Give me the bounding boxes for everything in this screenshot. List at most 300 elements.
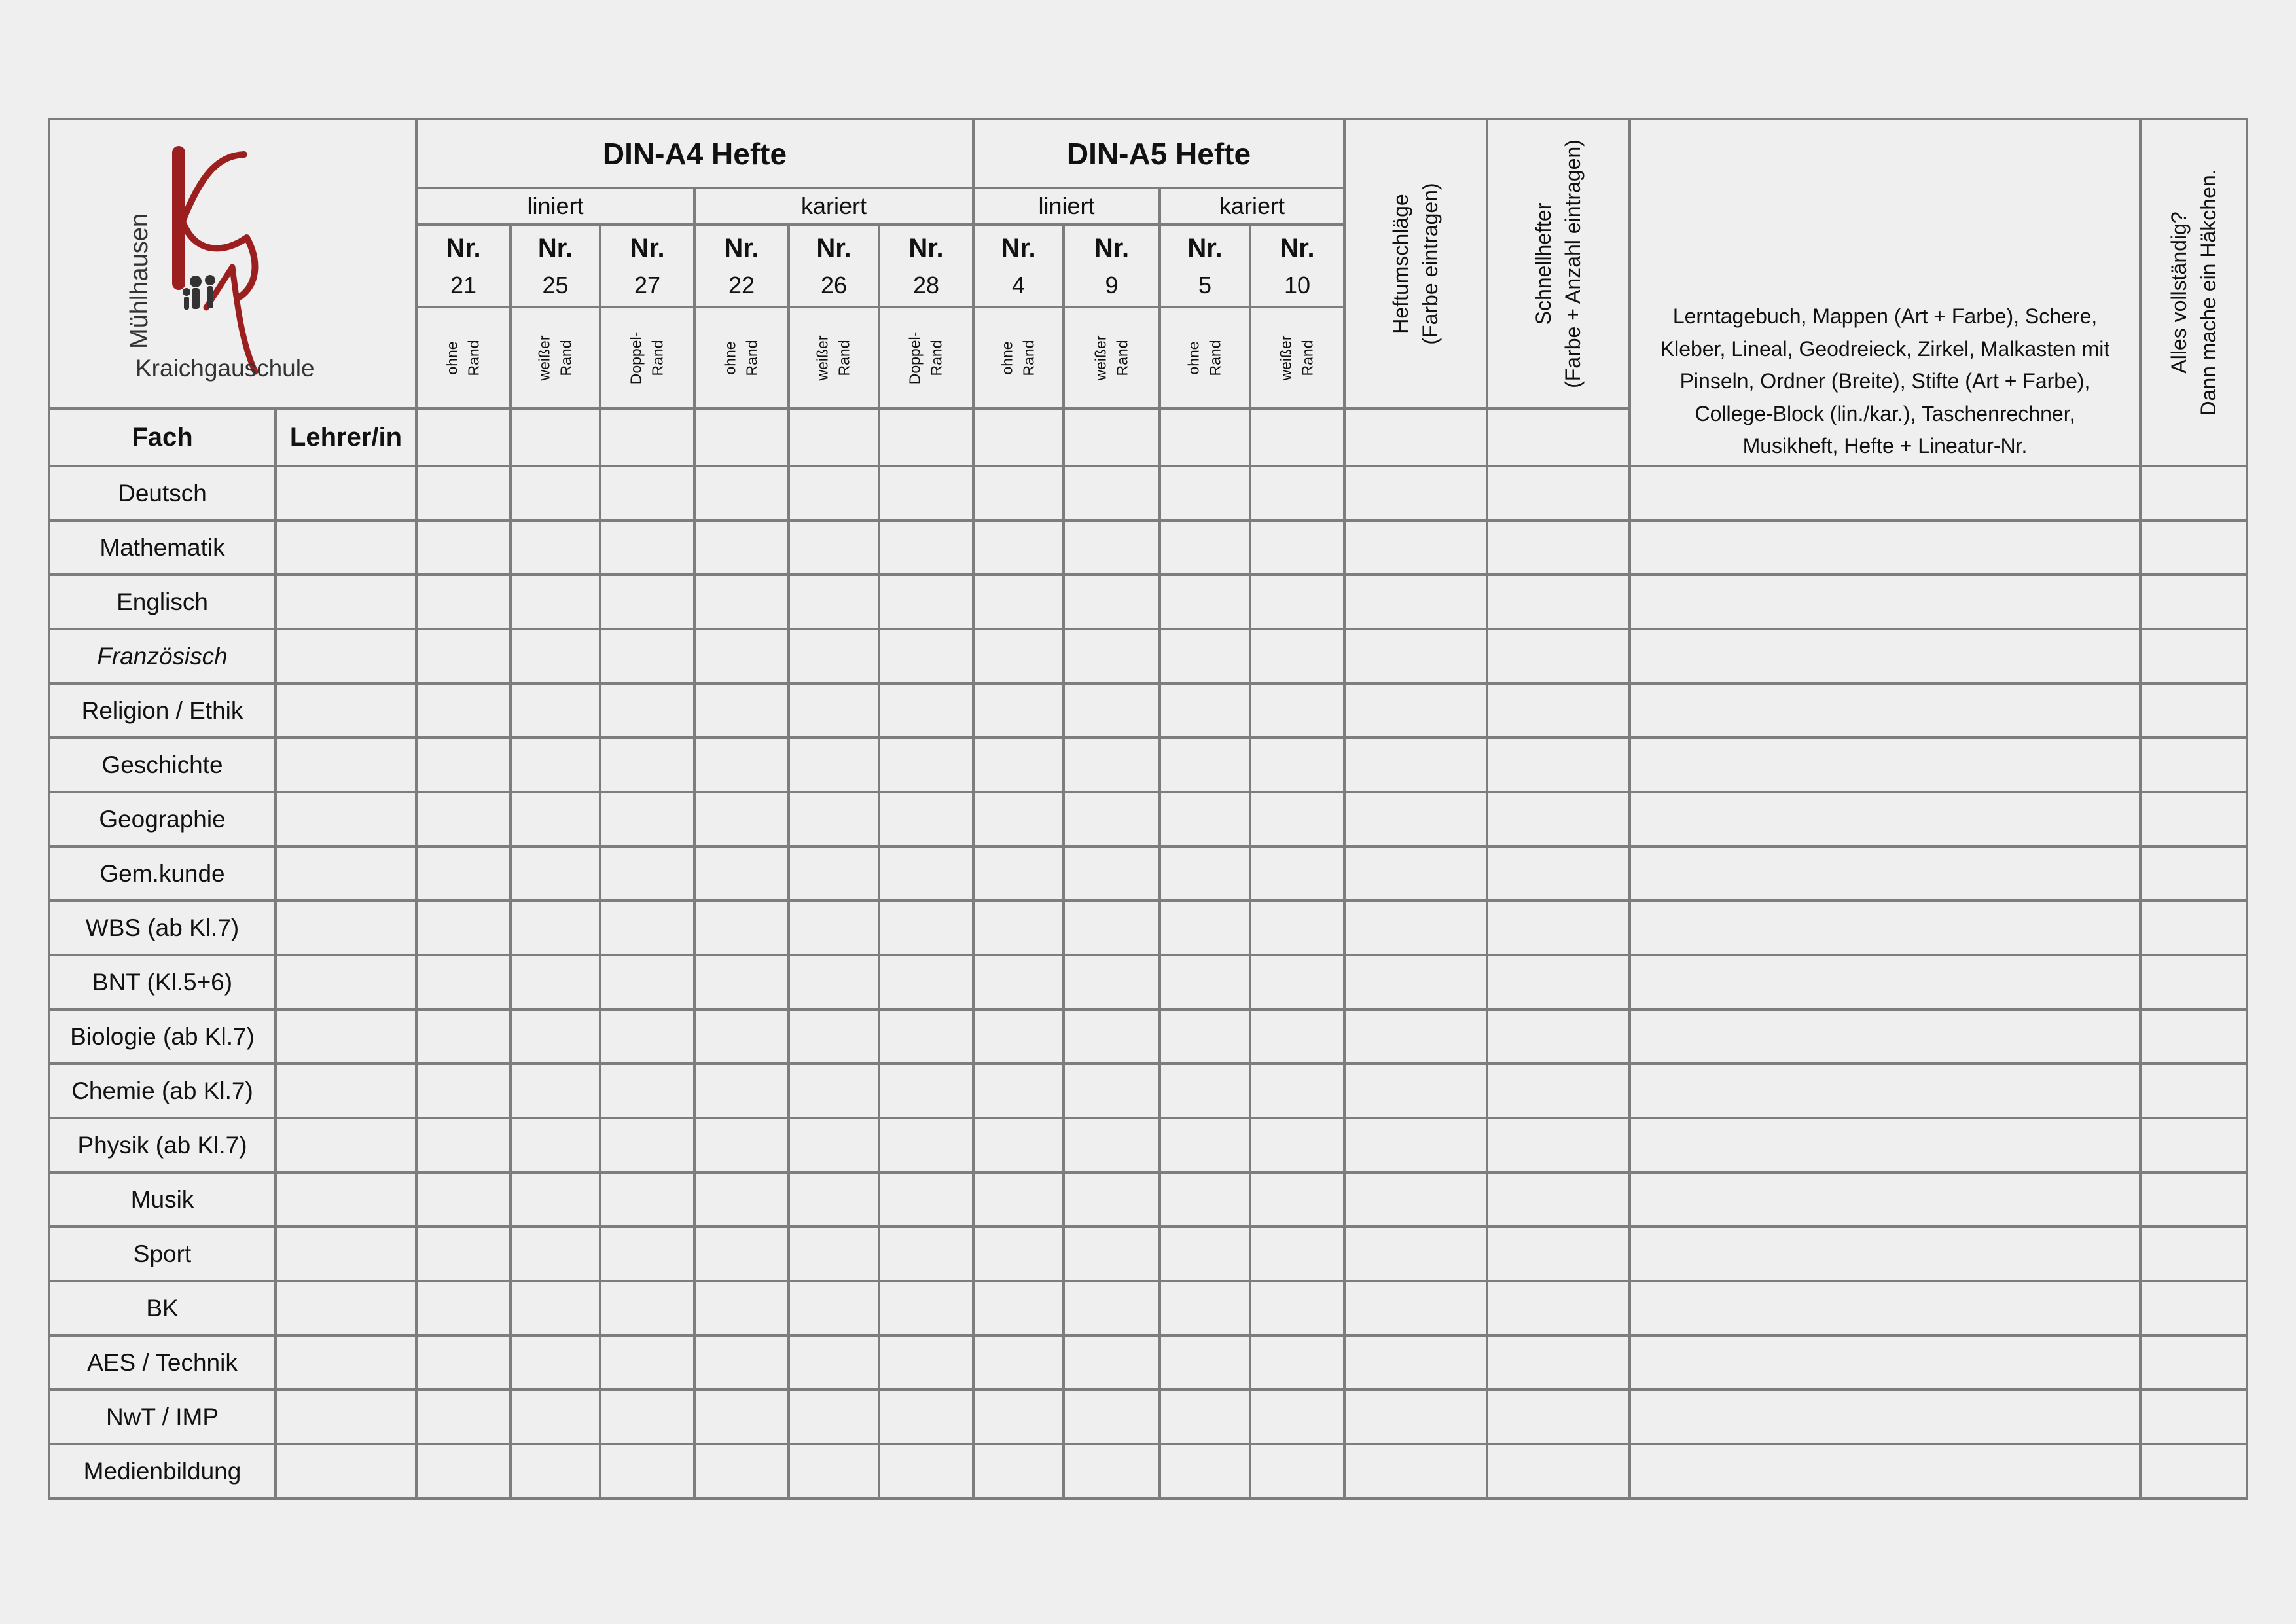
- entry-cell[interactable]: [600, 738, 694, 792]
- entry-cell[interactable]: [1064, 1227, 1160, 1281]
- entry-cell[interactable]: [1344, 575, 1487, 629]
- entry-cell[interactable]: [973, 1118, 1064, 1172]
- entry-cell[interactable]: [694, 466, 789, 520]
- teacher-cell[interactable]: [276, 1390, 416, 1444]
- entry-cell[interactable]: [2140, 955, 2247, 1009]
- entry-cell[interactable]: [1250, 955, 1344, 1009]
- entry-cell[interactable]: [2140, 846, 2247, 901]
- entry-cell[interactable]: [1064, 629, 1160, 683]
- entry-cell[interactable]: [1250, 1281, 1344, 1335]
- entry-cell[interactable]: [416, 575, 511, 629]
- entry-cell[interactable]: [1064, 520, 1160, 575]
- entry-cell[interactable]: [879, 1444, 973, 1498]
- empty-header-cell: [879, 408, 973, 466]
- entry-cell[interactable]: [1630, 738, 2140, 792]
- entry-cell[interactable]: [416, 1172, 511, 1227]
- entry-cell[interactable]: [1487, 575, 1630, 629]
- entry-cell[interactable]: [1630, 1444, 2140, 1498]
- entry-cell[interactable]: [2140, 520, 2247, 575]
- entry-cell[interactable]: [416, 901, 511, 955]
- entry-cell[interactable]: [789, 1172, 879, 1227]
- entry-cell[interactable]: [2140, 1009, 2247, 1064]
- teacher-cell[interactable]: [276, 1118, 416, 1172]
- entry-cell[interactable]: [789, 1444, 879, 1498]
- entry-cell[interactable]: [973, 1227, 1064, 1281]
- entry-cell[interactable]: [511, 955, 600, 1009]
- entry-cell[interactable]: [879, 520, 973, 575]
- entry-cell[interactable]: [1064, 1064, 1160, 1118]
- entry-cell[interactable]: [1064, 1118, 1160, 1172]
- teacher-cell[interactable]: [276, 1172, 416, 1227]
- entry-cell[interactable]: [1344, 901, 1487, 955]
- teacher-cell[interactable]: [276, 1227, 416, 1281]
- entry-cell[interactable]: [1064, 1009, 1160, 1064]
- entry-cell[interactable]: [1487, 1335, 1630, 1390]
- entry-cell[interactable]: [511, 1118, 600, 1172]
- rim-type-cell: [789, 307, 879, 408]
- entry-cell[interactable]: [1630, 1281, 2140, 1335]
- entry-cell[interactable]: [1250, 629, 1344, 683]
- entry-cell[interactable]: [973, 1335, 1064, 1390]
- entry-cell[interactable]: [1160, 1118, 1250, 1172]
- entry-cell[interactable]: [973, 1444, 1064, 1498]
- entry-cell[interactable]: [1487, 1281, 1630, 1335]
- entry-cell[interactable]: [1064, 575, 1160, 629]
- entry-cell[interactable]: [2140, 466, 2247, 520]
- entry-cell[interactable]: [973, 792, 1064, 846]
- entry-cell[interactable]: [416, 846, 511, 901]
- entry-cell[interactable]: [2140, 1064, 2247, 1118]
- entry-cell[interactable]: [1160, 683, 1250, 738]
- entry-cell[interactable]: [600, 846, 694, 901]
- entry-cell[interactable]: [694, 1009, 789, 1064]
- entry-cell[interactable]: [1160, 901, 1250, 955]
- entry-cell[interactable]: [1250, 466, 1344, 520]
- entry-cell[interactable]: [2140, 1281, 2247, 1335]
- entry-cell[interactable]: [1630, 1118, 2140, 1172]
- entry-cell[interactable]: [879, 738, 973, 792]
- entry-cell[interactable]: [879, 466, 973, 520]
- entry-cell[interactable]: [416, 1227, 511, 1281]
- notebook-number: 22: [728, 272, 755, 298]
- table-row: [49, 738, 2247, 792]
- entry-cell[interactable]: [973, 683, 1064, 738]
- entry-cell[interactable]: [600, 1444, 694, 1498]
- entry-cell[interactable]: [1630, 629, 2140, 683]
- entry-cell[interactable]: [2140, 1172, 2247, 1227]
- entry-cell[interactable]: [1487, 466, 1630, 520]
- entry-cell[interactable]: [973, 575, 1064, 629]
- entry-cell[interactable]: [973, 520, 1064, 575]
- teacher-cell[interactable]: [276, 466, 416, 520]
- entry-cell[interactable]: [789, 466, 879, 520]
- entry-cell[interactable]: [1344, 466, 1487, 520]
- teacher-cell[interactable]: [276, 1009, 416, 1064]
- entry-cell[interactable]: [416, 466, 511, 520]
- entry-cell[interactable]: [2140, 629, 2247, 683]
- entry-cell[interactable]: [1487, 738, 1630, 792]
- entry-cell[interactable]: [511, 901, 600, 955]
- entry-cell[interactable]: [694, 683, 789, 738]
- entry-cell[interactable]: [600, 575, 694, 629]
- entry-cell[interactable]: [416, 955, 511, 1009]
- entry-cell[interactable]: [2140, 792, 2247, 846]
- entry-cell[interactable]: [1487, 901, 1630, 955]
- entry-cell[interactable]: [1344, 520, 1487, 575]
- entry-cell[interactable]: [511, 575, 600, 629]
- entry-cell[interactable]: [694, 1444, 789, 1498]
- entry-cell[interactable]: [789, 629, 879, 683]
- entry-cell[interactable]: [1344, 1009, 1487, 1064]
- entry-cell[interactable]: [973, 629, 1064, 683]
- entry-cell[interactable]: [1064, 1281, 1160, 1335]
- rim-type-cell: [694, 307, 789, 408]
- entry-cell[interactable]: [511, 1172, 600, 1227]
- entry-cell[interactable]: [1630, 1227, 2140, 1281]
- entry-cell[interactable]: [879, 1281, 973, 1335]
- entry-cell[interactable]: [789, 1118, 879, 1172]
- entry-cell[interactable]: [1630, 1009, 2140, 1064]
- entry-cell[interactable]: [416, 738, 511, 792]
- entry-cell[interactable]: [1487, 683, 1630, 738]
- entry-cell[interactable]: [1160, 629, 1250, 683]
- entry-cell[interactable]: [789, 738, 879, 792]
- entry-cell[interactable]: [1344, 1118, 1487, 1172]
- entry-cell[interactable]: [973, 955, 1064, 1009]
- entry-cell[interactable]: [1064, 955, 1160, 1009]
- entry-cell[interactable]: [1160, 1172, 1250, 1227]
- entry-cell[interactable]: [1160, 466, 1250, 520]
- teacher-cell[interactable]: [276, 955, 416, 1009]
- entry-cell[interactable]: [1250, 1009, 1344, 1064]
- entry-cell[interactable]: [600, 1118, 694, 1172]
- entry-cell[interactable]: [1344, 846, 1487, 901]
- entry-cell[interactable]: [600, 1390, 694, 1444]
- entry-cell[interactable]: [600, 1064, 694, 1118]
- entry-cell[interactable]: [694, 1172, 789, 1227]
- entry-cell[interactable]: [416, 1335, 511, 1390]
- entry-cell[interactable]: [2140, 901, 2247, 955]
- entry-cell[interactable]: [1630, 1390, 2140, 1444]
- teacher-cell[interactable]: [276, 1281, 416, 1335]
- entry-cell[interactable]: [1250, 1390, 1344, 1444]
- entry-cell[interactable]: [1250, 575, 1344, 629]
- entry-cell[interactable]: [1064, 738, 1160, 792]
- entry-cell[interactable]: [1250, 901, 1344, 955]
- teacher-cell[interactable]: [276, 1064, 416, 1118]
- entry-cell[interactable]: [600, 901, 694, 955]
- entry-cell[interactable]: [600, 629, 694, 683]
- entry-cell[interactable]: [879, 1009, 973, 1064]
- entry-cell[interactable]: [789, 1009, 879, 1064]
- entry-cell[interactable]: [416, 1390, 511, 1444]
- entry-cell[interactable]: [1630, 466, 2140, 520]
- entry-cell[interactable]: [879, 846, 973, 901]
- entry-cell[interactable]: [1630, 1172, 2140, 1227]
- entry-cell[interactable]: [1344, 955, 1487, 1009]
- entry-cell[interactable]: [879, 1390, 973, 1444]
- entry-cell[interactable]: [1160, 1227, 1250, 1281]
- teacher-cell[interactable]: [276, 683, 416, 738]
- entry-cell[interactable]: [1487, 1390, 1630, 1444]
- entry-cell[interactable]: [1064, 683, 1160, 738]
- entry-cell[interactable]: [1487, 1444, 1630, 1498]
- entry-cell[interactable]: [1344, 1281, 1487, 1335]
- entry-cell[interactable]: [416, 1281, 511, 1335]
- entry-cell[interactable]: [511, 846, 600, 901]
- rim-type-cell: [1250, 307, 1344, 408]
- entry-cell[interactable]: [2140, 1335, 2247, 1390]
- entry-cell[interactable]: [1064, 792, 1160, 846]
- entry-cell[interactable]: [1160, 792, 1250, 846]
- entry-cell[interactable]: [416, 1009, 511, 1064]
- notebook-number-cell: [600, 225, 694, 307]
- entry-cell[interactable]: [694, 520, 789, 575]
- entry-cell[interactable]: [1630, 846, 2140, 901]
- entry-cell[interactable]: [1487, 1118, 1630, 1172]
- entry-cell[interactable]: [1344, 1064, 1487, 1118]
- entry-cell[interactable]: [600, 683, 694, 738]
- entry-cell[interactable]: [1064, 466, 1160, 520]
- entry-cell[interactable]: [416, 1444, 511, 1498]
- entry-cell[interactable]: [694, 901, 789, 955]
- entry-cell[interactable]: [1630, 792, 2140, 846]
- entry-cell[interactable]: [789, 901, 879, 955]
- entry-cell[interactable]: [694, 1227, 789, 1281]
- notebook-number-cell: [973, 225, 1064, 307]
- entry-cell[interactable]: [2140, 1118, 2247, 1172]
- entry-cell[interactable]: [1064, 1335, 1160, 1390]
- subject-cell: Medienbildung: [49, 1444, 276, 1498]
- entry-cell[interactable]: [1064, 1444, 1160, 1498]
- entry-cell[interactable]: [1250, 1118, 1344, 1172]
- entry-cell[interactable]: [1344, 629, 1487, 683]
- entry-cell[interactable]: [511, 738, 600, 792]
- entry-cell[interactable]: [511, 1009, 600, 1064]
- entry-cell[interactable]: [1160, 955, 1250, 1009]
- entry-cell[interactable]: [600, 1281, 694, 1335]
- entry-cell[interactable]: [1630, 1335, 2140, 1390]
- table-row: [49, 955, 2247, 1009]
- entry-cell[interactable]: [1160, 575, 1250, 629]
- entry-cell[interactable]: [600, 520, 694, 575]
- entry-cell[interactable]: [1160, 1009, 1250, 1064]
- teacher-cell[interactable]: [276, 738, 416, 792]
- entry-cell[interactable]: [789, 520, 879, 575]
- teacher-cell[interactable]: [276, 1444, 416, 1498]
- entry-cell[interactable]: [1064, 901, 1160, 955]
- entry-cell[interactable]: [1344, 1172, 1487, 1227]
- teacher-cell[interactable]: [276, 629, 416, 683]
- entry-cell[interactable]: [2140, 1227, 2247, 1281]
- entry-cell[interactable]: [1487, 792, 1630, 846]
- entry-cell[interactable]: [1064, 1172, 1160, 1227]
- entry-cell[interactable]: [973, 1009, 1064, 1064]
- entry-cell[interactable]: [879, 1118, 973, 1172]
- entry-cell[interactable]: [973, 846, 1064, 901]
- entry-cell[interactable]: [1160, 738, 1250, 792]
- teacher-cell[interactable]: [276, 792, 416, 846]
- entry-cell[interactable]: [694, 738, 789, 792]
- teacher-cell[interactable]: [276, 575, 416, 629]
- entry-cell[interactable]: [1344, 1390, 1487, 1444]
- entry-cell[interactable]: [879, 629, 973, 683]
- entry-cell[interactable]: [879, 1227, 973, 1281]
- entry-cell[interactable]: [511, 629, 600, 683]
- entry-cell[interactable]: [973, 1172, 1064, 1227]
- entry-cell[interactable]: [1344, 738, 1487, 792]
- entry-cell[interactable]: [789, 955, 879, 1009]
- entry-cell[interactable]: [1487, 629, 1630, 683]
- entry-cell[interactable]: [1064, 846, 1160, 901]
- entry-cell[interactable]: [511, 683, 600, 738]
- entry-cell[interactable]: [879, 1172, 973, 1227]
- entry-cell[interactable]: [879, 683, 973, 738]
- entry-cell[interactable]: [1344, 1444, 1487, 1498]
- entry-cell[interactable]: [879, 792, 973, 846]
- entry-cell[interactable]: [1250, 1172, 1344, 1227]
- entry-cell[interactable]: [1160, 1335, 1250, 1390]
- entry-cell[interactable]: [1250, 683, 1344, 738]
- entry-cell[interactable]: [511, 1064, 600, 1118]
- notebook-number: 21: [450, 272, 477, 298]
- entry-cell[interactable]: [879, 955, 973, 1009]
- entry-cell[interactable]: [1160, 1444, 1250, 1498]
- entry-cell[interactable]: [416, 683, 511, 738]
- entry-cell[interactable]: [1160, 1064, 1250, 1118]
- entry-cell[interactable]: [1487, 1172, 1630, 1227]
- entry-cell[interactable]: [879, 901, 973, 955]
- entry-cell[interactable]: [973, 901, 1064, 955]
- entry-cell[interactable]: [694, 1118, 789, 1172]
- entry-cell[interactable]: [1487, 846, 1630, 901]
- entry-cell[interactable]: [694, 846, 789, 901]
- entry-cell[interactable]: [1250, 792, 1344, 846]
- entry-cell[interactable]: [1487, 520, 1630, 575]
- entry-cell[interactable]: [416, 1118, 511, 1172]
- entry-cell[interactable]: [511, 1227, 600, 1281]
- entry-cell[interactable]: [1344, 1227, 1487, 1281]
- entry-cell[interactable]: [789, 1335, 879, 1390]
- entry-cell[interactable]: [1630, 683, 2140, 738]
- entry-cell[interactable]: [416, 1064, 511, 1118]
- entry-cell[interactable]: [879, 1064, 973, 1118]
- entry-cell[interactable]: [789, 792, 879, 846]
- entry-cell[interactable]: [511, 466, 600, 520]
- entry-cell[interactable]: [694, 1064, 789, 1118]
- entry-cell[interactable]: [1630, 901, 2140, 955]
- entry-cell[interactable]: [973, 1281, 1064, 1335]
- entry-cell[interactable]: [2140, 738, 2247, 792]
- entry-cell[interactable]: [1160, 1390, 1250, 1444]
- entry-cell[interactable]: [1487, 1009, 1630, 1064]
- entry-cell[interactable]: [2140, 575, 2247, 629]
- entry-cell[interactable]: [973, 1064, 1064, 1118]
- entry-cell[interactable]: [511, 1281, 600, 1335]
- entry-cell[interactable]: [789, 846, 879, 901]
- notebook-number-cell: [1250, 225, 1344, 307]
- entry-cell[interactable]: [694, 792, 789, 846]
- entry-cell[interactable]: [1064, 1390, 1160, 1444]
- entry-cell[interactable]: [694, 1281, 789, 1335]
- entry-cell[interactable]: [789, 1281, 879, 1335]
- entry-cell[interactable]: [416, 792, 511, 846]
- entry-cell[interactable]: [1250, 1444, 1344, 1498]
- entry-cell[interactable]: [694, 629, 789, 683]
- entry-cell[interactable]: [1250, 738, 1344, 792]
- entry-cell[interactable]: [694, 955, 789, 1009]
- entry-cell[interactable]: [2140, 683, 2247, 738]
- entry-cell[interactable]: [1160, 520, 1250, 575]
- entry-cell[interactable]: [1487, 1064, 1630, 1118]
- entry-cell[interactable]: [789, 683, 879, 738]
- entry-cell[interactable]: [1250, 1064, 1344, 1118]
- heftumschlaege-header: [1344, 119, 1487, 408]
- entry-cell[interactable]: [1160, 1281, 1250, 1335]
- entry-cell[interactable]: [600, 466, 694, 520]
- entry-cell[interactable]: [1250, 520, 1344, 575]
- teacher-cell[interactable]: [276, 520, 416, 575]
- entry-cell[interactable]: [2140, 1444, 2247, 1498]
- entry-cell[interactable]: [879, 575, 973, 629]
- teacher-cell[interactable]: [276, 1335, 416, 1390]
- entry-cell[interactable]: [511, 520, 600, 575]
- entry-cell[interactable]: [789, 575, 879, 629]
- entry-cell[interactable]: [600, 792, 694, 846]
- entry-cell[interactable]: [511, 1335, 600, 1390]
- entry-cell[interactable]: [1160, 846, 1250, 901]
- notebook-number-cell: [879, 225, 973, 307]
- entry-cell[interactable]: [694, 575, 789, 629]
- entry-cell[interactable]: [879, 1335, 973, 1390]
- entry-cell[interactable]: [973, 738, 1064, 792]
- entry-cell[interactable]: [973, 1390, 1064, 1444]
- entry-cell[interactable]: [1630, 1064, 2140, 1118]
- entry-cell[interactable]: [1250, 1227, 1344, 1281]
- entry-cell[interactable]: [600, 955, 694, 1009]
- entry-cell[interactable]: [1250, 1335, 1344, 1390]
- entry-cell[interactable]: [511, 1444, 600, 1498]
- entry-cell[interactable]: [1250, 846, 1344, 901]
- entry-cell[interactable]: [511, 1390, 600, 1444]
- teacher-cell[interactable]: [276, 846, 416, 901]
- table-row: [49, 1064, 2247, 1118]
- entry-cell[interactable]: [1487, 1227, 1630, 1281]
- entry-cell[interactable]: [694, 1335, 789, 1390]
- entry-cell[interactable]: [416, 629, 511, 683]
- entry-cell[interactable]: [511, 792, 600, 846]
- entry-cell[interactable]: [600, 1172, 694, 1227]
- entry-cell[interactable]: [789, 1227, 879, 1281]
- entry-cell[interactable]: [1630, 955, 2140, 1009]
- entry-cell[interactable]: [600, 1227, 694, 1281]
- entry-cell[interactable]: [789, 1390, 879, 1444]
- entry-cell[interactable]: [2140, 1390, 2247, 1444]
- entry-cell[interactable]: [416, 520, 511, 575]
- teacher-cell[interactable]: [276, 901, 416, 955]
- entry-cell[interactable]: [600, 1009, 694, 1064]
- entry-cell[interactable]: [1487, 955, 1630, 1009]
- entry-cell[interactable]: [973, 466, 1064, 520]
- entry-cell[interactable]: [1630, 520, 2140, 575]
- entry-cell[interactable]: [1344, 792, 1487, 846]
- entry-cell[interactable]: [789, 1064, 879, 1118]
- entry-cell[interactable]: [1344, 683, 1487, 738]
- entry-cell[interactable]: [1630, 575, 2140, 629]
- entry-cell[interactable]: [694, 1390, 789, 1444]
- entry-cell[interactable]: [1344, 1335, 1487, 1390]
- entry-cell[interactable]: [600, 1335, 694, 1390]
